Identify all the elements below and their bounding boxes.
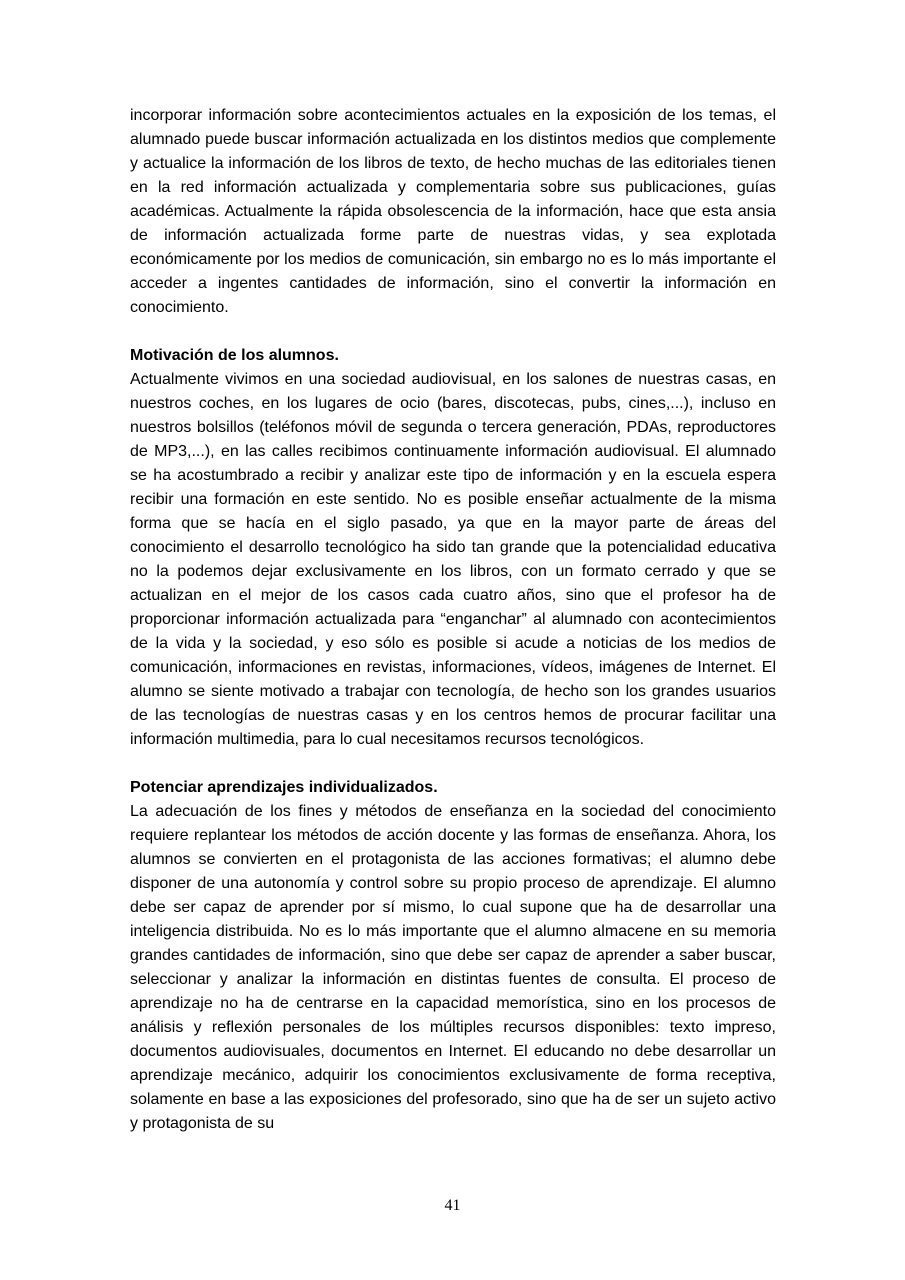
section-heading: Potenciar aprendizajes individualizados. [130, 779, 438, 796]
body-paragraph: incorporar información sobre acontecimientos actuales en la exposición de los temas, el alumnado puede buscar información actualizada en los distintos medios que complemente y actualice la información de los libros de texto, de hecho muchas de las editoriales tienen en la red información actualizada y complementaria sobre sus publicaciones, guías académicas. Actualmente la rápida obsolescencia de la información, hace que esta ansia de información actualizada forme parte de nuestras vidas, y sea explotada económicamente por los medios de comunicación, sin embargo no es lo más importante el acceder a ingentes cantidades de información, sino el convertir la información en conocimiento. [130, 107, 776, 316]
section-heading: Motivación de los alumnos. [130, 347, 339, 364]
paragraph-spacer [130, 320, 776, 344]
page-number: 41 [444, 1197, 461, 1214]
paragraph-spacer [130, 752, 776, 776]
body-paragraph: Actualmente vivimos en una sociedad audiovisual, en los salones de nuestras casas, en nuestros coches, en los lugares de ocio (bares, discotecas, pubs, cines,...), incluso en nuestros bolsillos (teléfonos móvil de segunda o tercera generación, PDAs, reproductores de MP3,...), en las calles recibimos continuamente información audiovisual. El alumnado se ha acostumbrado a recibir y analizar este tipo de información y en la escuela espera recibir una formación en este sentido. No es posible enseñar actualmente de la misma forma que se hacía en el siglo pasado, ya que en la mayor parte de áreas del conocimiento el desarrollo tecnológico ha sido tan grande que la potencialidad educativa no la podemos dejar exclusivamente en los libros, con un formato cerrado y que se actualizan en el mejor de los casos cada cuatro años, sino que el profesor ha de proporcionar información actualizada para “enganchar” al alumnado con acontecimientos de la vida y la sociedad, y eso sólo es posible si acude a noticias de los medios de comunicación, informaciones en revistas, informaciones, vídeos, imágenes de Internet. El alumno se siente motivado a trabajar con tecnología, de hecho son los grandes usuarios de las tecnologías de nuestras casas y en los centros hemos de procurar facilitar una información multimedia, para lo cual necesitamos recursos tecnológicos. [130, 371, 776, 748]
body-paragraph: La adecuación de los fines y métodos de enseñanza en la sociedad del conocimiento requiere replantear los métodos de acción docente y las formas de enseñanza. Ahora, los alumnos se convierten en el protagonista de las acciones formativas; el alumno debe disponer de una autonomía y control sobre su propio proceso de aprendizaje. El alumno debe ser capaz de aprender por sí mismo, lo cual supone que ha de desarrollar una inteligencia distribuida. No es lo más importante que el alumno almacene en su memoria grandes cantidades de información, sino que debe ser capaz de aprender a saber buscar, seleccionar y analizar la información en distintas fuentes de consulta. El proceso de aprendizaje no ha de centrarse en la capacidad memorística, sino en los procesos de análisis y reflexión personales de los múltiples recursos disponibles: texto impreso, documentos audiovisuales, documentos en Internet. El educando no debe desarrollar un aprendizaje mecánico, adquirir los conocimientos exclusivamente de forma receptiva, solamente en base a las exposiciones del profesorado, sino que ha de ser un sujeto activo y protagonista de su [130, 803, 776, 1132]
page-content [130, 104, 776, 1136]
